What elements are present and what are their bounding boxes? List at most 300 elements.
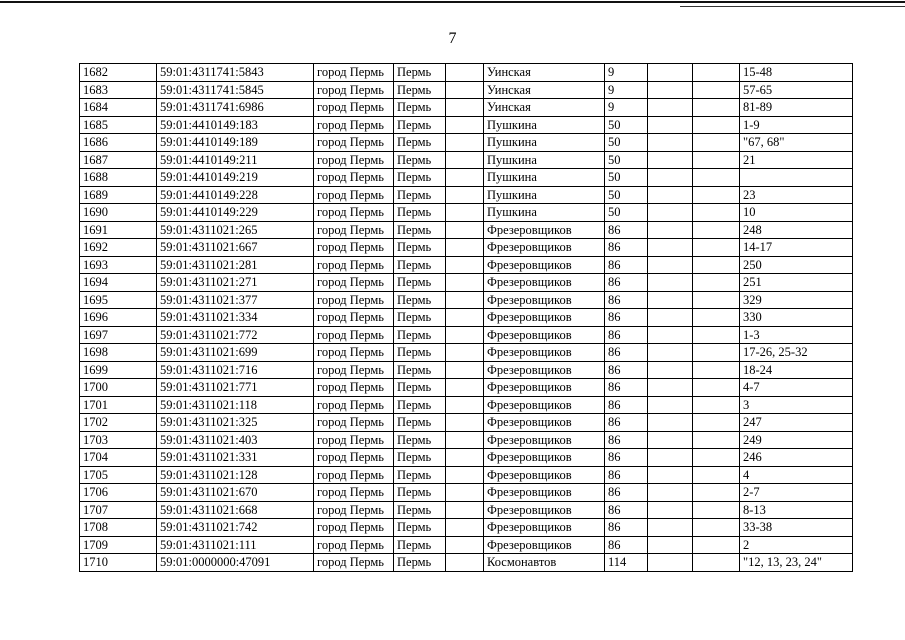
- municipality-cell: город Пермь: [314, 536, 394, 554]
- building-cell: [648, 239, 693, 257]
- table-row: [80, 186, 853, 204]
- settlement-cell: Пермь: [394, 536, 446, 554]
- table-row: [80, 431, 853, 449]
- apartment-cell: 246: [740, 449, 853, 467]
- table-row: [80, 519, 853, 537]
- row-number-cell: 1700: [80, 379, 157, 397]
- municipality-cell: город Пермь: [314, 554, 394, 572]
- settlement-cell: Пермь: [394, 326, 446, 344]
- row-number-cell: 1686: [80, 134, 157, 152]
- table-row: [80, 204, 853, 222]
- settlement-cell: Пермь: [394, 81, 446, 99]
- apartment-cell: 1-3: [740, 326, 853, 344]
- street-cell: Фрезеровщиков: [484, 326, 605, 344]
- house-number-cell: 50: [605, 151, 648, 169]
- row-number-cell: 1683: [80, 81, 157, 99]
- apartment-cell: 1-9: [740, 116, 853, 134]
- building-cell: [648, 99, 693, 117]
- structure-cell: [693, 64, 740, 82]
- house-number-cell: 9: [605, 81, 648, 99]
- cadastral-number-cell: 59:01:4410149:229: [157, 204, 314, 222]
- apartment-cell: 15-48: [740, 64, 853, 82]
- apartment-cell: 8-13: [740, 501, 853, 519]
- cadastral-number-cell: 59:01:4311021:128: [157, 466, 314, 484]
- street-cell: Фрезеровщиков: [484, 466, 605, 484]
- settlement-cell: Пермь: [394, 309, 446, 327]
- house-number-cell: 50: [605, 134, 648, 152]
- building-cell: [648, 81, 693, 99]
- house-number-cell: 86: [605, 431, 648, 449]
- settlement-cell: Пермь: [394, 151, 446, 169]
- structure-cell: [693, 81, 740, 99]
- municipality-cell: город Пермь: [314, 151, 394, 169]
- district-cell: [446, 204, 484, 222]
- cadastral-number-cell: 59:01:4311021:281: [157, 256, 314, 274]
- municipality-cell: город Пермь: [314, 64, 394, 82]
- house-number-cell: 86: [605, 221, 648, 239]
- municipality-cell: город Пермь: [314, 484, 394, 502]
- municipality-cell: город Пермь: [314, 501, 394, 519]
- street-cell: Фрезеровщиков: [484, 309, 605, 327]
- settlement-cell: Пермь: [394, 204, 446, 222]
- table-row: [80, 116, 853, 134]
- district-cell: [446, 134, 484, 152]
- house-number-cell: 86: [605, 414, 648, 432]
- building-cell: [648, 519, 693, 537]
- district-cell: [446, 536, 484, 554]
- table-body: [80, 64, 853, 572]
- street-cell: Фрезеровщиков: [484, 344, 605, 362]
- district-cell: [446, 484, 484, 502]
- table-row: [80, 221, 853, 239]
- cadastral-number-cell: 59:01:4311741:5845: [157, 81, 314, 99]
- cadastral-number-cell: 59:01:4311021:742: [157, 519, 314, 537]
- cadastral-number-cell: 59:01:4311741:5843: [157, 64, 314, 82]
- street-cell: Космонавтов: [484, 554, 605, 572]
- settlement-cell: Пермь: [394, 396, 446, 414]
- district-cell: [446, 291, 484, 309]
- row-number-cell: 1699: [80, 361, 157, 379]
- apartment-cell: 21: [740, 151, 853, 169]
- structure-cell: [693, 361, 740, 379]
- cadastral-number-cell: 59:01:4311021:668: [157, 501, 314, 519]
- settlement-cell: Пермь: [394, 554, 446, 572]
- house-number-cell: 86: [605, 239, 648, 257]
- district-cell: [446, 396, 484, 414]
- structure-cell: [693, 396, 740, 414]
- district-cell: [446, 344, 484, 362]
- apartment-cell: 4: [740, 466, 853, 484]
- municipality-cell: город Пермь: [314, 309, 394, 327]
- building-cell: [648, 116, 693, 134]
- building-cell: [648, 186, 693, 204]
- street-cell: Фрезеровщиков: [484, 501, 605, 519]
- settlement-cell: Пермь: [394, 344, 446, 362]
- municipality-cell: город Пермь: [314, 291, 394, 309]
- building-cell: [648, 414, 693, 432]
- table-row: [80, 134, 853, 152]
- row-number-cell: 1697: [80, 326, 157, 344]
- municipality-cell: город Пермь: [314, 99, 394, 117]
- street-cell: Пушкина: [484, 204, 605, 222]
- table-row: [80, 64, 853, 82]
- municipality-cell: город Пермь: [314, 116, 394, 134]
- house-number-cell: 86: [605, 274, 648, 292]
- settlement-cell: Пермь: [394, 291, 446, 309]
- cadastral-number-cell: 59:01:4311741:6986: [157, 99, 314, 117]
- structure-cell: [693, 274, 740, 292]
- district-cell: [446, 116, 484, 134]
- house-number-cell: 86: [605, 484, 648, 502]
- street-cell: Фрезеровщиков: [484, 274, 605, 292]
- building-cell: [648, 291, 693, 309]
- house-number-cell: 86: [605, 309, 648, 327]
- house-number-cell: 86: [605, 291, 648, 309]
- district-cell: [446, 186, 484, 204]
- building-cell: [648, 64, 693, 82]
- apartment-cell: 33-38: [740, 519, 853, 537]
- row-number-cell: 1689: [80, 186, 157, 204]
- row-number-cell: 1706: [80, 484, 157, 502]
- district-cell: [446, 554, 484, 572]
- row-number-cell: 1704: [80, 449, 157, 467]
- structure-cell: [693, 99, 740, 117]
- cadastral-number-cell: 59:01:4311021:271: [157, 274, 314, 292]
- building-cell: [648, 326, 693, 344]
- house-number-cell: 86: [605, 344, 648, 362]
- street-cell: Пушкина: [484, 169, 605, 187]
- house-number-cell: 86: [605, 361, 648, 379]
- structure-cell: [693, 431, 740, 449]
- apartment-cell: 17-26, 25-32: [740, 344, 853, 362]
- cadastral-number-cell: 59:01:4311021:670: [157, 484, 314, 502]
- street-cell: Фрезеровщиков: [484, 484, 605, 502]
- apartment-cell: "12, 13, 23, 24": [740, 554, 853, 572]
- structure-cell: [693, 344, 740, 362]
- building-cell: [648, 151, 693, 169]
- row-number-cell: 1693: [80, 256, 157, 274]
- row-number-cell: 1703: [80, 431, 157, 449]
- apartment-cell: 330: [740, 309, 853, 327]
- structure-cell: [693, 484, 740, 502]
- house-number-cell: 86: [605, 501, 648, 519]
- building-cell: [648, 221, 693, 239]
- municipality-cell: город Пермь: [314, 379, 394, 397]
- street-cell: Уинская: [484, 99, 605, 117]
- row-number-cell: 1698: [80, 344, 157, 362]
- row-number-cell: 1694: [80, 274, 157, 292]
- table-row: [80, 99, 853, 117]
- apartment-cell: 249: [740, 431, 853, 449]
- building-cell: [648, 466, 693, 484]
- settlement-cell: Пермь: [394, 99, 446, 117]
- settlement-cell: Пермь: [394, 466, 446, 484]
- structure-cell: [693, 414, 740, 432]
- apartment-cell: 2-7: [740, 484, 853, 502]
- settlement-cell: Пермь: [394, 116, 446, 134]
- row-number-cell: 1707: [80, 501, 157, 519]
- district-cell: [446, 151, 484, 169]
- table-row: [80, 396, 853, 414]
- apartment-cell: 2: [740, 536, 853, 554]
- cadastral-number-cell: 59:01:4311021:403: [157, 431, 314, 449]
- municipality-cell: город Пермь: [314, 431, 394, 449]
- street-cell: Пушкина: [484, 116, 605, 134]
- municipality-cell: город Пермь: [314, 186, 394, 204]
- street-cell: Пушкина: [484, 151, 605, 169]
- house-number-cell: 114: [605, 554, 648, 572]
- district-cell: [446, 169, 484, 187]
- row-number-cell: 1695: [80, 291, 157, 309]
- table-row: [80, 326, 853, 344]
- apartment-cell: 81-89: [740, 99, 853, 117]
- cadastral-number-cell: 59:01:4311021:265: [157, 221, 314, 239]
- municipality-cell: город Пермь: [314, 519, 394, 537]
- structure-cell: [693, 536, 740, 554]
- apartment-cell: 23: [740, 186, 853, 204]
- municipality-cell: город Пермь: [314, 221, 394, 239]
- structure-cell: [693, 501, 740, 519]
- street-cell: Фрезеровщиков: [484, 449, 605, 467]
- table-row: [80, 344, 853, 362]
- page-top-rule: [0, 1, 905, 3]
- building-cell: [648, 344, 693, 362]
- apartment-cell: 3: [740, 396, 853, 414]
- table-row: [80, 256, 853, 274]
- apartment-cell: 18-24: [740, 361, 853, 379]
- structure-cell: [693, 221, 740, 239]
- page-top-rule-short: [680, 6, 905, 7]
- house-number-cell: 50: [605, 204, 648, 222]
- row-number-cell: 1684: [80, 99, 157, 117]
- cadastral-number-cell: 59:01:4311021:111: [157, 536, 314, 554]
- street-cell: Фрезеровщиков: [484, 519, 605, 537]
- row-number-cell: 1685: [80, 116, 157, 134]
- table-row: [80, 379, 853, 397]
- cadastral-number-cell: 59:01:4410149:228: [157, 186, 314, 204]
- table-row: [80, 239, 853, 257]
- row-number-cell: 1710: [80, 554, 157, 572]
- apartment-cell: 251: [740, 274, 853, 292]
- apartment-cell: "67, 68": [740, 134, 853, 152]
- structure-cell: [693, 291, 740, 309]
- district-cell: [446, 466, 484, 484]
- municipality-cell: город Пермь: [314, 169, 394, 187]
- building-cell: [648, 134, 693, 152]
- structure-cell: [693, 466, 740, 484]
- street-cell: Фрезеровщиков: [484, 256, 605, 274]
- page-number: 7: [448, 30, 457, 47]
- municipality-cell: город Пермь: [314, 361, 394, 379]
- street-cell: Уинская: [484, 81, 605, 99]
- municipality-cell: город Пермь: [314, 274, 394, 292]
- district-cell: [446, 274, 484, 292]
- house-number-cell: 9: [605, 64, 648, 82]
- cadastral-number-cell: 59:01:4311021:699: [157, 344, 314, 362]
- district-cell: [446, 414, 484, 432]
- cadastral-number-cell: 59:01:4410149:189: [157, 134, 314, 152]
- structure-cell: [693, 326, 740, 344]
- settlement-cell: Пермь: [394, 239, 446, 257]
- district-cell: [446, 519, 484, 537]
- settlement-cell: Пермь: [394, 274, 446, 292]
- building-cell: [648, 536, 693, 554]
- building-cell: [648, 256, 693, 274]
- district-cell: [446, 449, 484, 467]
- apartment-cell: 247: [740, 414, 853, 432]
- apartment-cell: [740, 169, 853, 187]
- house-number-cell: 86: [605, 256, 648, 274]
- cadastral-number-cell: 59:01:0000000:47091: [157, 554, 314, 572]
- street-cell: Фрезеровщиков: [484, 361, 605, 379]
- district-cell: [446, 99, 484, 117]
- district-cell: [446, 431, 484, 449]
- settlement-cell: Пермь: [394, 169, 446, 187]
- apartment-cell: 4-7: [740, 379, 853, 397]
- settlement-cell: Пермь: [394, 256, 446, 274]
- settlement-cell: Пермь: [394, 484, 446, 502]
- municipality-cell: город Пермь: [314, 256, 394, 274]
- municipality-cell: город Пермь: [314, 81, 394, 99]
- district-cell: [446, 256, 484, 274]
- building-cell: [648, 169, 693, 187]
- cadastral-number-cell: 59:01:4311021:334: [157, 309, 314, 327]
- cadastral-number-cell: 59:01:4311021:772: [157, 326, 314, 344]
- apartment-cell: 57-65: [740, 81, 853, 99]
- settlement-cell: Пермь: [394, 431, 446, 449]
- table-row: [80, 414, 853, 432]
- cadastral-number-cell: 59:01:4311021:667: [157, 239, 314, 257]
- table-row: [80, 466, 853, 484]
- apartment-cell: 10: [740, 204, 853, 222]
- structure-cell: [693, 449, 740, 467]
- house-number-cell: 9: [605, 99, 648, 117]
- house-number-cell: 86: [605, 396, 648, 414]
- street-cell: Фрезеровщиков: [484, 379, 605, 397]
- apartment-cell: 329: [740, 291, 853, 309]
- structure-cell: [693, 519, 740, 537]
- row-number-cell: 1705: [80, 466, 157, 484]
- cadastral-number-cell: 59:01:4311021:716: [157, 361, 314, 379]
- district-cell: [446, 361, 484, 379]
- cadastral-number-cell: 59:01:4311021:325: [157, 414, 314, 432]
- table-row: [80, 554, 853, 572]
- district-cell: [446, 501, 484, 519]
- settlement-cell: Пермь: [394, 414, 446, 432]
- structure-cell: [693, 204, 740, 222]
- structure-cell: [693, 169, 740, 187]
- building-cell: [648, 379, 693, 397]
- cadastral-number-cell: 59:01:4311021:331: [157, 449, 314, 467]
- municipality-cell: город Пермь: [314, 466, 394, 484]
- building-cell: [648, 554, 693, 572]
- row-number-cell: 1701: [80, 396, 157, 414]
- table-row: [80, 81, 853, 99]
- structure-cell: [693, 134, 740, 152]
- row-number-cell: 1688: [80, 169, 157, 187]
- building-cell: [648, 361, 693, 379]
- structure-cell: [693, 554, 740, 572]
- house-number-cell: 86: [605, 326, 648, 344]
- street-cell: Фрезеровщиков: [484, 431, 605, 449]
- structure-cell: [693, 116, 740, 134]
- table-row: [80, 291, 853, 309]
- cadastral-number-cell: 59:01:4410149:211: [157, 151, 314, 169]
- address-register-table: [79, 63, 853, 572]
- district-cell: [446, 81, 484, 99]
- table-row: [80, 536, 853, 554]
- apartment-cell: 250: [740, 256, 853, 274]
- settlement-cell: Пермь: [394, 361, 446, 379]
- table-row: [80, 169, 853, 187]
- house-number-cell: 50: [605, 116, 648, 134]
- building-cell: [648, 274, 693, 292]
- structure-cell: [693, 309, 740, 327]
- table-row: [80, 274, 853, 292]
- street-cell: Пушкина: [484, 186, 605, 204]
- house-number-cell: 86: [605, 519, 648, 537]
- cadastral-number-cell: 59:01:4311021:118: [157, 396, 314, 414]
- street-cell: Фрезеровщиков: [484, 291, 605, 309]
- structure-cell: [693, 379, 740, 397]
- settlement-cell: Пермь: [394, 519, 446, 537]
- house-number-cell: 86: [605, 449, 648, 467]
- apartment-cell: 248: [740, 221, 853, 239]
- municipality-cell: город Пермь: [314, 326, 394, 344]
- row-number-cell: 1692: [80, 239, 157, 257]
- row-number-cell: 1687: [80, 151, 157, 169]
- building-cell: [648, 309, 693, 327]
- row-number-cell: 1708: [80, 519, 157, 537]
- settlement-cell: Пермь: [394, 449, 446, 467]
- table-row: [80, 501, 853, 519]
- district-cell: [446, 326, 484, 344]
- municipality-cell: город Пермь: [314, 414, 394, 432]
- table-row: [80, 449, 853, 467]
- district-cell: [446, 379, 484, 397]
- row-number-cell: 1690: [80, 204, 157, 222]
- building-cell: [648, 484, 693, 502]
- municipality-cell: город Пермь: [314, 449, 394, 467]
- building-cell: [648, 431, 693, 449]
- settlement-cell: Пермь: [394, 134, 446, 152]
- district-cell: [446, 239, 484, 257]
- table-row: [80, 309, 853, 327]
- row-number-cell: 1682: [80, 64, 157, 82]
- house-number-cell: 50: [605, 186, 648, 204]
- settlement-cell: Пермь: [394, 64, 446, 82]
- table-row: [80, 484, 853, 502]
- row-number-cell: 1696: [80, 309, 157, 327]
- municipality-cell: город Пермь: [314, 134, 394, 152]
- street-cell: Фрезеровщиков: [484, 536, 605, 554]
- house-number-cell: 50: [605, 169, 648, 187]
- structure-cell: [693, 151, 740, 169]
- municipality-cell: город Пермь: [314, 344, 394, 362]
- street-cell: Фрезеровщиков: [484, 414, 605, 432]
- cadastral-number-cell: 59:01:4311021:771: [157, 379, 314, 397]
- building-cell: [648, 396, 693, 414]
- cadastral-number-cell: 59:01:4410149:219: [157, 169, 314, 187]
- street-cell: Уинская: [484, 64, 605, 82]
- house-number-cell: 86: [605, 466, 648, 484]
- settlement-cell: Пермь: [394, 221, 446, 239]
- municipality-cell: город Пермь: [314, 204, 394, 222]
- house-number-cell: 86: [605, 536, 648, 554]
- street-cell: Фрезеровщиков: [484, 221, 605, 239]
- cadastral-number-cell: 59:01:4311021:377: [157, 291, 314, 309]
- table-row: [80, 361, 853, 379]
